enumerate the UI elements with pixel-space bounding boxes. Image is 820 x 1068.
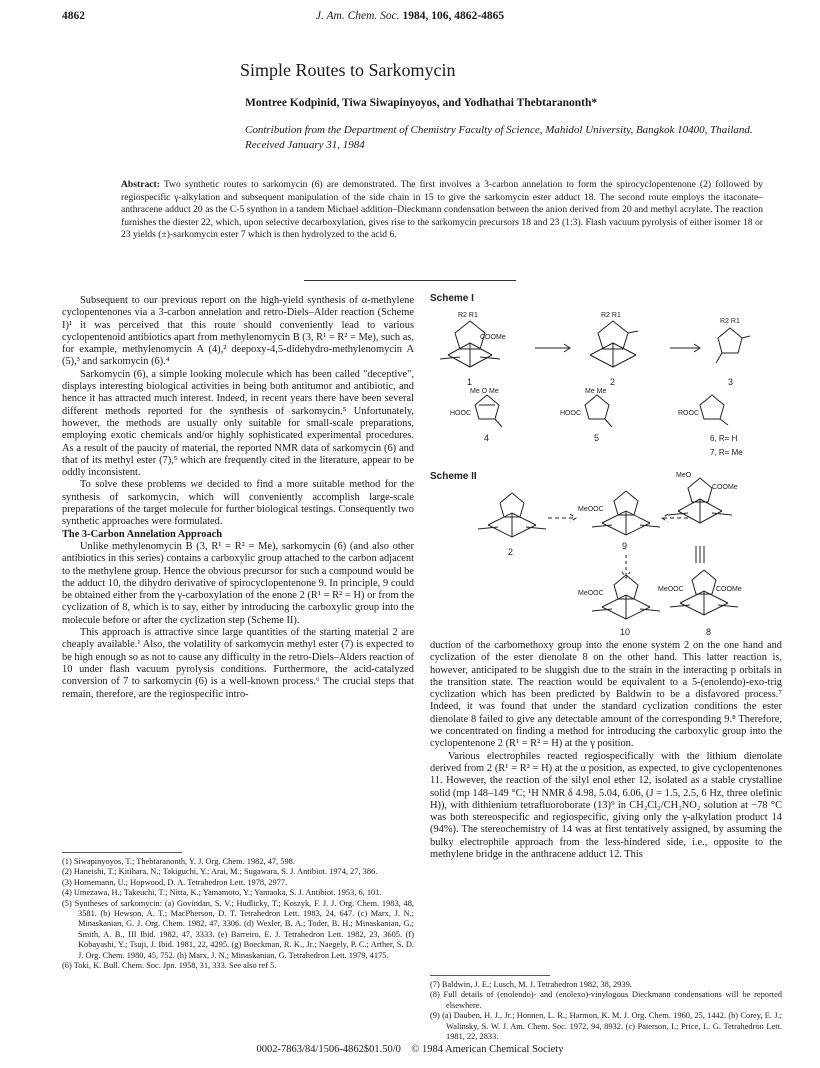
ring-4: [475, 395, 499, 419]
ester-label: MeOOC: [578, 590, 604, 597]
footnote: (4) Umezawa, H.; Takeuchi, T.; Nitta, K.; Yamamoto, Y.; Yamaoka, S. J. Antibiot. 1953, 6, 101.: [62, 888, 382, 898]
scheme2-ring-8: [692, 570, 716, 594]
compound-number: 7, R= Me: [710, 448, 743, 457]
reaction-arrow: [670, 344, 700, 352]
compound-number: 3: [728, 377, 734, 387]
footnote: (6) Toki, K. Bull. Chem. Soc. Jpn. 1958, 31, 333. See also ref 5.: [62, 961, 277, 971]
footnote: (1) Siwapinyoyos, T.; Thebtaranonth, Y. J. Org. Chem. 1982, 47, 598.: [62, 857, 295, 866]
resonance-bars: [696, 546, 704, 563]
compound-number: 8: [706, 627, 712, 637]
substituent-label: Me Me: [585, 388, 607, 395]
right-column: [430, 640, 782, 861]
scheme2-ring-8-top: [688, 478, 712, 502]
compound-number: 6, R= H: [710, 434, 738, 443]
footnote-divider: [62, 852, 182, 853]
substituent-label: Me O Me: [470, 388, 499, 395]
reaction-arrow: [535, 344, 570, 352]
paragraph: This approach is attractive since large quantities of the starting material 2 are cheaply available.¹ Also, the volatility of sarkomycin methyl ester (7) is expected to be high enough so as not to cause any difficulty in the retro-Diels–Alders reaction of 10 under flash vacuum pyrolysis conditions. Furthermore, the acid-catalyzed conversion of 7 to sarkomycin (6) is a well-known process.⁶ The crucial steps that remain, therefore, are the regiospecific intro-: [62, 627, 414, 700]
compound-number: 2: [610, 377, 616, 387]
abstract-text: Two synthetic routes to sarkomycin (6) are demonstrated. The first involves a 3-carbon annelation to form the spirocyclopentenone (2) followed by regiospecific γ-alkylation and subsequent manipulation of the side chain in 15 to give the sarkomycin ester adduct 18. The second route employs the itaconate–anthracene adduct 20 as the C-5 synthon in a tandem Michael addition–Dieckmann condensation between the anion derived from 20 and methyl acrylate. The reaction furnishes the diester 22, which, upon selective decarboxylation, gives rise to the sarkomycin precursors 18 and 23 (1:3). Flash vacuum pyrolysis of either isomer 18 or 23 yields (±)-sarkomycin ester 7 which is then hydrolyzed to the acid 6.: [121, 179, 763, 241]
ester-label: COOMe: [712, 484, 738, 491]
footnote: (5) Syntheses of sarkomycin: (a) Govindan, S. V.; Hudlicky, T.; Koszyk, F. J. J. Org. Chem. 1983, 48, 3581. (b) Hewson, A. T.; MacPherson, D. T. Tetrahedron Lett. 1983, 24, 647. (c) Marx, J. N.; Minaskanian, G. J. Org. Chem. 1982, 47, 3306. (d) Wexler, B. A.; Toder, B. H.; Minaskanian, G.; Smith, A. B., III Ibid. 1982, 47, 3333. (e) Barreiro, E. J. Tetrahedron Lett. 1982, 23, 3605. (f) Kobayashi, Y.; Tsuji, J. Ibid. 1981, 22, 4295. (g) Boeckman, R. K., Jr.; Naegely, P. C.; Arther, S. D. J. Org. Chem. 1980, 45, 752. (h) Marx, J. N.; Minaskanian, G. Tetrahedron Lett. 1979, 4175.: [62, 898, 414, 960]
paragraph: Various electrophiles reacted regiospecifically with the lithium dienolate derived from 2 (R¹ = R² = H) at the α position, as expected, to give cyclopentenones 11. However, the reaction of the silyl enol ether 12, isolated as a stable crystalline solid (mp 148–149 °C; ¹H NMR δ 4.98, 5.04, 6.06, (J = 1.5, 2.5, 6 Hz, three olefinic H)), with dithienium tetrafluoroborate (13)⁹ in CH₂Cl₂/CH₃NO₂ solution at −78 °C was both stereospecific and regiospecific, giving only the γ-alkylation product 14 (94%). The stereochemistry of 14 was at first tentatively assigned, by assuming the bulky electrophile approach from the less-hindered side, i.e., opposite to the methylene bridge in the anthracene adduct 12. This: [430, 750, 782, 861]
abstract-label: Abstract:: [121, 179, 160, 190]
ring-6-7: [700, 395, 724, 419]
paragraph: Subsequent to our previous report on the high-yield synthesis of α-methylene cyclopentenones via a 3-carbon annelation and retro-Diels–Alder reaction (Scheme I)¹ it was perceived that this route should conveniently lead to various cyclopentenoid antibiotics apart from methylenomycin B (3, R¹ = R² = Me), such as, for example, methylenomycin A (4),² deepoxy-4,5-didehydro-methylenomycin A (5),³ and sarkomycin (6).⁴: [62, 295, 414, 368]
ring-5: [585, 395, 609, 419]
acid-label: HOOC: [450, 410, 471, 417]
journal-name: J. Am. Chem. Soc.: [315, 10, 400, 22]
footnote: (9) (a) Dauben, H. J., Jr.; Honnen, L. R.; Harmon, K. M. J. Org. Chem. 1960, 25, 1442. (b) Corey, E. J.; Walinsky, S. W. J. Am. Chem. Soc. 1972, 94, 8932. (c) Paterson, I.; Price, L. G. Tetrahedron Lett. 1981, 22, 2833.: [430, 1011, 782, 1042]
left-footnotes: [62, 857, 414, 971]
authors: Montree Kodpinid, Tiwa Siwapinyoyos, and Yodhathai Thebtaranonth*: [245, 97, 598, 109]
ester-label: COOMe: [480, 334, 506, 341]
acid-label: HOOC: [560, 410, 581, 417]
footnote: (2) Haneishi, T.; Kitihara, N.; Takiguchi, Y.; Arai, M.; Sugawara, S. J. Antibiot. 1974, 27, 386.: [62, 867, 378, 877]
bicyclic-bridge-1: [448, 343, 492, 367]
ester-label: MeO: [676, 472, 692, 479]
scheme1-label: Scheme I: [430, 293, 474, 304]
footnote: (3) Hornemann, U.; Hopwood, D. A. Tetrahedron Lett. 1978, 2977.: [62, 877, 288, 887]
compound-number: 10: [620, 627, 631, 637]
methylenomycin-ring-3: [718, 328, 742, 353]
page-footer: [0, 1044, 820, 1055]
dashed-arrow: [548, 514, 576, 522]
paragraph: To solve these problems we decided to find a more suitable method for the synthesis of sarkomycin, which will conveniently accomplish large-scale preparations of the target molecule for further biological testings. Consequently two synthetic approaches were formulated.: [62, 479, 414, 528]
footnote-divider: [430, 975, 550, 976]
compound-number: 9: [622, 541, 628, 551]
left-column: [62, 295, 414, 701]
paragraph: Sarkomycin (6), a simple looking molecule which has been called "deceptive", displays interesting biological activities in being both antitumor and antibiotic, and hence it has attracted much interest. Indeed, in recent years there have been several different methods reported for the synthesis of sarkomycin.⁵ Unfortunately, however, the methods are usually only suitable for small-scale preparations, employing exotic chemicals and/or highly sophisticated experimental procedures. As a result of the paucity of material, the reported NMR data of sarkomycin (6) and that of its methyl ester (7),⁵ which are frequently cited in the literature, appear to be oddly inconsistent.: [62, 368, 414, 479]
footnote: (8) Full details of (enolendo)- and (enolexo)-vinylogous Dieckmann condensations will be reported elsewhere.: [430, 990, 782, 1010]
compound-number: 4: [484, 433, 490, 443]
substituent-label: R2 R1: [720, 318, 740, 325]
schemes-drawing: [430, 293, 770, 638]
ester-label: COOMe: [716, 586, 742, 593]
substituent-label: R2 R1: [601, 312, 621, 319]
compound-number: 1: [467, 377, 473, 387]
footnote: (7) Baldwin, J. E.; Lusch, M. J. Tetrahedron 1982, 38, 2939.: [430, 980, 632, 989]
affiliation: Contribution from the Department of Chemistry Faculty of Science, Mahidol University, Bangkok 10400, Thailand. Received January 31, 1984: [245, 124, 753, 151]
ester-label: MeOOC: [578, 506, 604, 513]
dashed-arrow: [662, 514, 688, 522]
substituent-label: R2 R1: [458, 312, 478, 319]
scheme2-label: Scheme II: [430, 471, 477, 482]
page-number: 4862: [62, 10, 85, 22]
compound-number: 2: [508, 547, 514, 557]
copyright: © 1984 American Chemical Society: [411, 1044, 564, 1055]
compound-number: 5: [594, 433, 600, 443]
article-code: 0002-7863/84/1506-4862$01.50/0: [256, 1044, 401, 1055]
paragraph: duction of the carbomethoxy group into the enone system 2 on the one hand and cyclization of the ester dienolate 8 on the other hand. This latter reaction is, however, anticipated to be sluggish due to the strain in the interacting p orbitals in the transition state. The reaction would be equivalent to a 5-(enolendo)-exo-trig cyclization which has been predicted by Baldwin to be a disfavored process.⁷ Indeed, it was found that under the standard cyclization conditions the ester dienolate 8 failed to give any detectable amount of the corresponding 9.⁸ Therefore, we concentrated on finding a method for introducing the carboxylic group into the cyclopentenone 2 (R¹ = R² = H) at the γ position.: [430, 640, 782, 750]
paragraph: Unlike methylenomycin B (3, R¹ = R² = Me), sarkomycin (6) (and also other antibiotics in this series) contains a carboxylic group attached to the carbon adjacent to the methylene group. Hence the obvious precursor for such a compound would be the adduct 10, the dihydro derivative of spirocyclopentenone 9. In principle, 9 could be obtained either from the γ-carboxylation of the enone 2 (R¹ = R² = H) or from the cyclization of 8, which is to say, either by introducing the carboxylic group into the molecule before or after the cyclization step (Scheme II).: [62, 540, 414, 626]
right-footnotes: [430, 980, 782, 1042]
paper-title: Simple Routes to Sarkomycin: [240, 60, 456, 80]
journal-year-volume: 1984, 106, 4862-4865: [402, 10, 505, 22]
schemes-figure: [430, 293, 770, 638]
abstract-divider: [304, 280, 516, 281]
section-heading: The 3-Carbon Annelation Approach: [62, 528, 223, 540]
abstract: [121, 179, 763, 242]
ester-label: ROOC: [678, 410, 699, 417]
ester-label: MeOOC: [658, 586, 684, 593]
running-header: [0, 10, 820, 22]
